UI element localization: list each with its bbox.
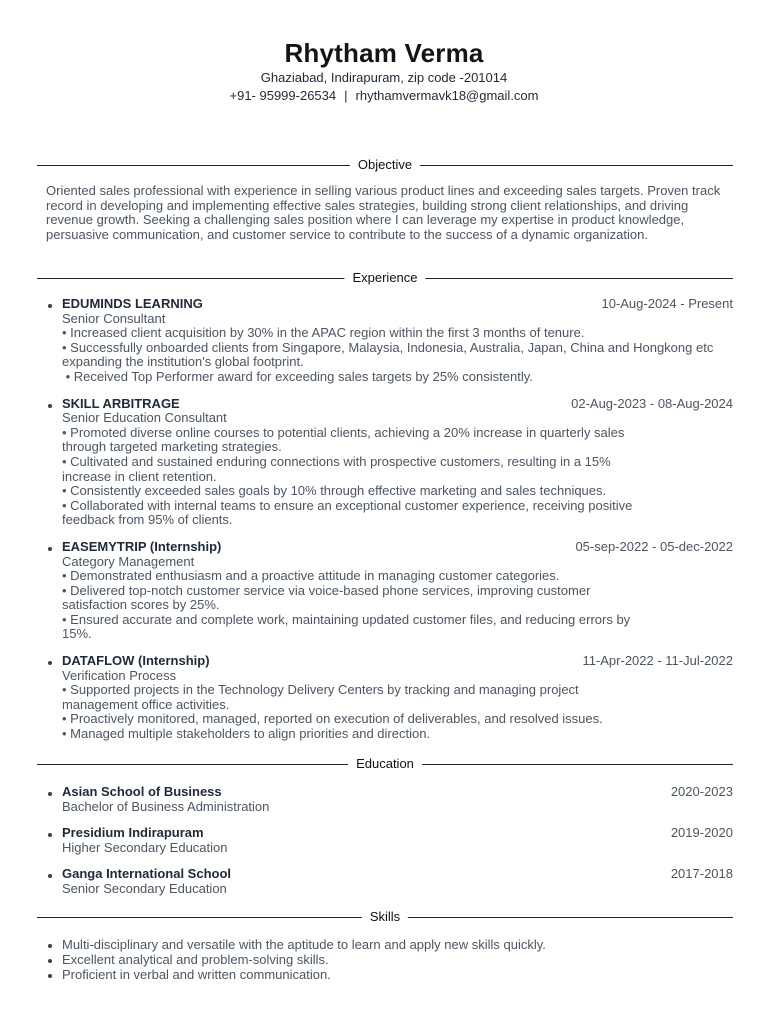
education-dates: 2020-2023: [670, 784, 733, 799]
skill-item: Proficient in verbal and written communication.: [62, 968, 733, 983]
experience-entry: [62, 297, 733, 385]
company-name: DATAFLOW (Internship): [62, 653, 210, 669]
section-heading-education: [37, 756, 733, 772]
education-list: [62, 785, 733, 909]
achievement-line: • Promoted diverse online courses to potential clients, achieving a 20% increase in quarterly sales through targeted marketing strategies.: [62, 424, 625, 455]
achievement-line: • Managed multiple stakeholders to align priorities and direction.: [62, 726, 431, 742]
school-name: Presidium Indirapuram: [62, 825, 204, 841]
education-dates: 2019-2020: [670, 825, 733, 841]
skill-item: Multi-disciplinary and versatile with the aptitude to learn and apply new skills quickly.: [62, 938, 733, 953]
education-entry: [62, 785, 733, 814]
employment-dates: 02-Aug-2023 - 08-Aug-2024: [571, 395, 733, 411]
achievement-line: • Delivered top-notch customer service via voice-based phone services, improving customer satisfaction scores by 25%.: [62, 582, 591, 613]
school-name: Ganga International School: [62, 866, 232, 882]
job-role: Senior Education Consultant: [62, 410, 227, 426]
achievement-line: • Cultivated and sustained enduring connections with prospective customers, resulting in a 15% increase in client retention.: [62, 453, 611, 484]
section-title-experience: Experience: [344, 270, 425, 286]
skill-item: Excellent analytical and problem-solving skills.: [62, 953, 733, 968]
address: Ghaziabad, Indirapuram, zip code -201014: [260, 70, 508, 85]
section-title-skills: Skills: [362, 909, 408, 925]
achievement-line: • Demonstrated enthusiasm and a proactive attitude in managing customer categories.: [62, 568, 560, 584]
company-name: EDUMINDS LEARNING: [62, 296, 203, 311]
degree: Bachelor of Business Administration: [62, 798, 270, 814]
education-entry: [62, 867, 733, 896]
achievement-line: • Ensured accurate and complete work, maintaining updated customer files, and reducing errors by 15%.: [62, 611, 631, 642]
section-heading-experience: [37, 270, 733, 286]
achievement-line: • Supported projects in the Technology Delivery Centers by tracking and managing project management office activities.: [62, 682, 579, 712]
school-name: Asian School of Business: [62, 784, 222, 799]
employment-dates: 05-sep-2022 - 05-dec-2022: [575, 538, 733, 554]
section-title-education: Education: [348, 756, 422, 772]
achievement-line: • Consistently exceeded sales goals by 10% through effective marketing and sales techniques.: [62, 483, 607, 499]
objective-text: Oriented sales professional with experience in selling various product lines and exceeding sales targets. Proven track record in developing and implementing effective sales strategies, building strong client relationships, and driving revenue growth. Seeking a challenging sales position where I can leverage my expertise in product knowledge, persuasive communication, and customer service to contribute to the success of a dynamic organization.: [46, 183, 721, 242]
achievement-line: • Proactively monitored, managed, reported on execution of deliverables, and resolved issues.: [62, 711, 603, 727]
achievement-line: • Successfully onboarded clients from Singapore, Malaysia, Indonesia, Australia, Japan, China and Hongkong etc expanding the institution's global footprint.: [62, 339, 714, 370]
employment-dates: 11-Apr-2022 - 11-Jul-2022: [582, 653, 733, 669]
employment-dates: 10-Aug-2024 - Present: [601, 296, 733, 311]
education-dates: 2017-2018: [670, 866, 733, 882]
phone-number: +91- 95999-26534: [229, 88, 337, 103]
degree: Higher Secondary Education: [62, 839, 228, 855]
achievement-line: • Received Top Performer award for exceeding sales targets by 25% consistently.: [62, 368, 533, 384]
candidate-name: Rhytham Verma: [284, 38, 484, 68]
contact-line: [0, 88, 768, 103]
job-role: Senior Consultant: [62, 310, 166, 326]
section-title-objective: Objective: [350, 157, 420, 173]
achievement-line: • Increased client acquisition by 30% in the APAC region within the first 3 months of tenure.: [62, 325, 585, 341]
experience-entry: [62, 540, 733, 642]
achievement-line: • Collaborated with internal teams to ensure an exceptional customer experience, receiving positive feedback from 95% of clients.: [62, 497, 633, 528]
company-name: SKILL ARBITRAGE: [62, 395, 180, 411]
section-heading-objective: [37, 157, 733, 173]
degree: Senior Secondary Education: [62, 880, 227, 896]
job-role: Category Management: [62, 553, 195, 569]
job-role: Verification Process: [62, 667, 177, 683]
experience-entry: [62, 397, 733, 528]
contact-separator: |: [344, 88, 348, 103]
email-address: rhythamvermavk18@gmail.com: [355, 88, 539, 103]
experience-entry: [62, 654, 733, 742]
education-entry: [62, 826, 733, 855]
company-name: EASEMYTRIP (Internship): [62, 538, 222, 554]
skills-list: [62, 938, 733, 982]
experience-list: [62, 297, 733, 754]
section-heading-skills: [37, 909, 733, 925]
